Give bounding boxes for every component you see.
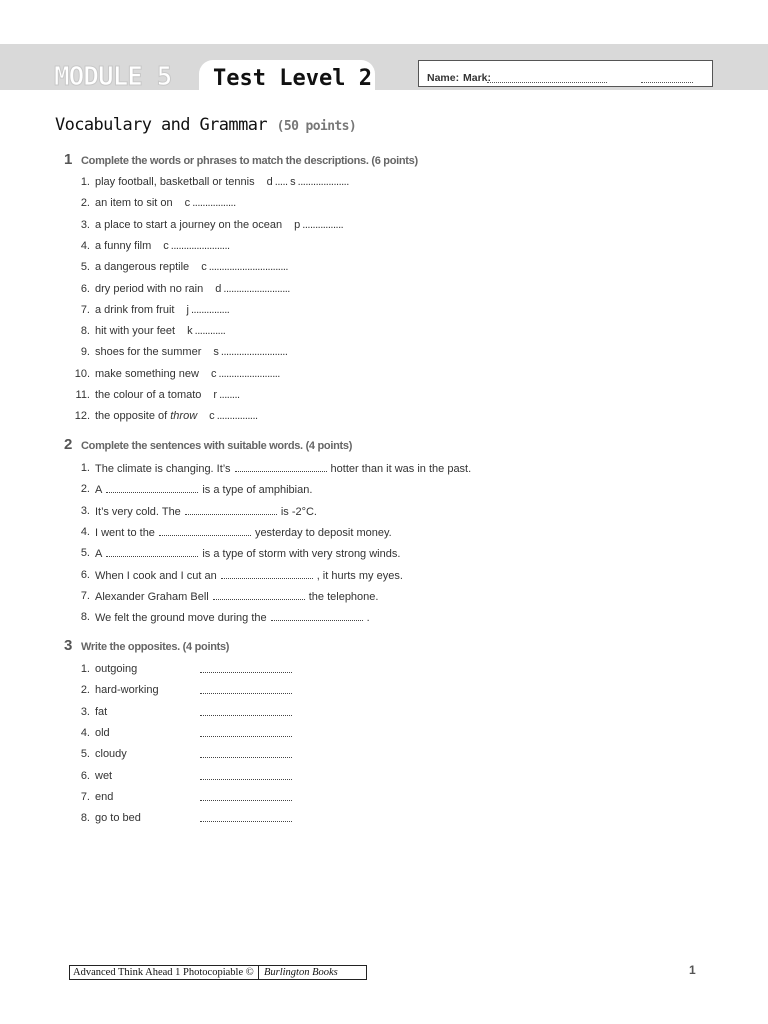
item-description: hit with your feet <box>95 325 176 338</box>
sentence-start: A <box>95 484 103 497</box>
item-text <box>95 462 471 475</box>
exercise-2-number: 2 <box>64 436 73 453</box>
module-title: MODULE 5 <box>54 62 172 92</box>
section-points: (50 points) <box>276 119 357 134</box>
list-item <box>0 569 768 585</box>
item-number: 6. <box>80 282 90 295</box>
sentence-end: , it hurts my eyes. <box>316 569 403 582</box>
sentence-start: Alexander Graham Bell <box>95 590 209 603</box>
item-number: 8. <box>80 611 90 624</box>
footer-text: Advanced Think Ahead 1 Photocopiable © <box>73 967 254 978</box>
item-number: 8. <box>80 325 90 338</box>
sentence-end: hotter than it was in the past. <box>330 463 472 475</box>
item-text: cloudy <box>95 748 127 761</box>
list-item <box>0 197 768 213</box>
list-item <box>0 684 768 700</box>
item-description: shoes for the summer <box>95 346 202 359</box>
exercise-1-number: 1 <box>64 151 73 168</box>
item-text <box>95 283 290 295</box>
answer-blank[interactable] <box>200 663 292 673</box>
publisher-name: Burlington Books <box>263 967 338 978</box>
item-number: 12. <box>74 410 90 423</box>
sentence-end: is a type of amphibian. <box>202 484 313 497</box>
item-text <box>95 547 400 560</box>
item-description: the colour of a tomato <box>95 389 202 401</box>
answer-blank[interactable] <box>200 791 292 801</box>
item-text <box>95 611 370 624</box>
sentence-start: I went to the <box>95 526 155 539</box>
sentence-end: the telephone. <box>308 590 379 603</box>
item-hint: k ............ <box>187 325 226 338</box>
list-item <box>0 505 768 521</box>
item-number: 11. <box>75 389 90 401</box>
list-item <box>0 706 768 722</box>
list-item <box>0 176 768 192</box>
item-description: a place to start a journey on the ocean <box>95 218 283 231</box>
item-text <box>95 304 229 316</box>
item-text: old <box>95 726 110 739</box>
item-description: a funny film <box>95 239 152 252</box>
test-level-title: Test Level 2 <box>213 66 372 91</box>
page-number: 1 <box>689 963 696 977</box>
item-text <box>95 219 343 231</box>
answer-blank[interactable] <box>200 727 292 737</box>
answer-blank[interactable] <box>200 684 292 694</box>
item-text <box>95 590 378 603</box>
item-number: 3. <box>80 705 90 718</box>
list-item <box>0 219 768 235</box>
item-text: end <box>95 790 114 803</box>
item-number: 5. <box>80 547 90 560</box>
item-hint: c ............................... <box>201 261 288 274</box>
item-number: 6. <box>80 769 90 782</box>
sentence-end: . <box>366 612 370 625</box>
list-item <box>0 261 768 277</box>
item-description: play football, basketball or tennis <box>95 176 255 188</box>
item-hint: c ................ <box>209 410 258 423</box>
item-text: wet <box>95 769 113 782</box>
section-title: Vocabulary and Grammar <box>55 115 267 135</box>
item-description: make something new <box>95 367 199 380</box>
item-number: 3. <box>80 218 90 231</box>
answer-blank[interactable] <box>213 590 305 600</box>
item-text <box>95 569 403 582</box>
list-item <box>0 389 768 405</box>
item-number: 7. <box>80 790 90 803</box>
item-number: 7. <box>80 303 90 316</box>
item-text <box>95 389 240 401</box>
list-item <box>0 526 768 542</box>
sentence-start: When I cook and I cut an <box>95 569 217 582</box>
item-text <box>95 325 225 337</box>
item-number: 7. <box>80 589 90 602</box>
sentence-end: is -2°C. <box>280 505 317 518</box>
item-text: hard-working <box>95 684 159 697</box>
item-hint: p ................ <box>294 218 344 231</box>
item-text: fat <box>95 705 108 718</box>
item-number: 1. <box>80 176 90 188</box>
item-text: go to bed <box>95 812 141 825</box>
copyright-footer <box>69 965 367 980</box>
item-number: 5. <box>80 748 90 761</box>
sentence-end: yesterday to deposit money. <box>254 526 392 539</box>
name-label: Name: <box>427 72 460 84</box>
item-text <box>95 346 287 358</box>
list-item <box>0 770 768 786</box>
answer-blank[interactable] <box>200 748 292 758</box>
footer-divider <box>258 966 259 979</box>
mark-label: Mark: <box>463 72 492 84</box>
item-text: outgoing <box>95 663 138 675</box>
list-item <box>0 283 768 299</box>
answer-blank[interactable] <box>221 569 313 579</box>
item-text <box>95 483 312 496</box>
item-number: 9. <box>80 346 90 359</box>
item-number: 3. <box>80 504 90 517</box>
answer-blank[interactable] <box>200 812 292 822</box>
answer-blank[interactable] <box>200 706 292 716</box>
exercise-3-instruction: Write the opposites. (4 points) <box>81 641 230 653</box>
answer-blank[interactable] <box>200 770 292 780</box>
item-number: 4. <box>80 726 90 739</box>
section-heading <box>55 115 356 135</box>
item-number: 1. <box>80 663 90 675</box>
item-number: 5. <box>80 261 90 274</box>
sentence-start: We felt the ground move during the <box>95 612 267 625</box>
list-item <box>0 663 768 679</box>
item-description: a drink from fruit <box>95 303 175 316</box>
item-text <box>95 368 280 380</box>
answer-blank[interactable] <box>271 611 363 621</box>
item-number: 10. <box>74 367 90 380</box>
sentence-start: A <box>95 548 103 561</box>
item-number: 2. <box>80 684 90 697</box>
list-item <box>0 727 768 743</box>
item-description: a dangerous reptile <box>95 261 190 274</box>
list-item <box>0 410 768 426</box>
list-item <box>0 304 768 320</box>
item-text <box>95 526 392 539</box>
item-text <box>95 505 317 518</box>
list-item <box>0 791 768 807</box>
item-hint: c ....................... <box>163 239 230 252</box>
answer-blank[interactable] <box>235 462 327 472</box>
answer-blank[interactable] <box>106 547 198 557</box>
list-item <box>0 368 768 384</box>
sentence-start: It’s very cold. The <box>95 505 181 518</box>
list-item <box>0 590 768 606</box>
item-description: dry period with no rain <box>95 282 204 295</box>
list-item <box>0 462 768 478</box>
item-text <box>95 410 258 422</box>
list-item <box>0 547 768 563</box>
item-hint: c ................. <box>184 197 236 210</box>
answer-blank[interactable] <box>185 505 277 515</box>
exercise-1-instruction: Complete the words or phrases to match the descriptions. (6 points) <box>81 155 418 167</box>
list-item <box>0 748 768 764</box>
item-hint: j ............... <box>186 303 230 316</box>
item-number: 4. <box>80 525 90 538</box>
sentence-end: is a type of storm with very strong winds. <box>202 548 401 561</box>
answer-blank[interactable] <box>106 483 198 493</box>
list-item <box>0 346 768 362</box>
mark-line <box>641 81 693 83</box>
item-description-emphasis: throw <box>170 410 198 423</box>
item-number: 1. <box>80 462 90 474</box>
item-number: 2. <box>80 197 90 210</box>
item-text <box>95 261 288 273</box>
exercise-3-number: 3 <box>64 637 73 654</box>
item-number: 2. <box>80 483 90 496</box>
list-item <box>0 812 768 828</box>
item-description: an item to sit on <box>95 197 173 210</box>
answer-blank[interactable] <box>159 526 251 536</box>
list-item <box>0 611 768 627</box>
list-item <box>0 240 768 256</box>
item-hint: d ..... s .................... <box>266 176 349 188</box>
item-text <box>95 240 230 252</box>
item-description: the opposite of <box>95 410 168 423</box>
list-item <box>0 483 768 499</box>
name-mark-box <box>418 60 713 87</box>
sentence-start: The climate is changing. It’s <box>95 463 231 475</box>
item-number: 6. <box>80 568 90 581</box>
exercise-2-instruction: Complete the sentences with suitable words. (4 points) <box>81 440 353 452</box>
item-hint: c ........................ <box>210 367 280 380</box>
item-text <box>95 176 349 188</box>
name-mark-line <box>487 81 607 83</box>
item-hint: s .......................... <box>213 346 288 359</box>
item-hint: r ........ <box>213 389 240 401</box>
item-hint: d .......................... <box>215 282 290 295</box>
item-number: 8. <box>80 812 90 825</box>
item-number: 4. <box>80 239 90 252</box>
item-text <box>95 197 236 209</box>
list-item <box>0 325 768 341</box>
